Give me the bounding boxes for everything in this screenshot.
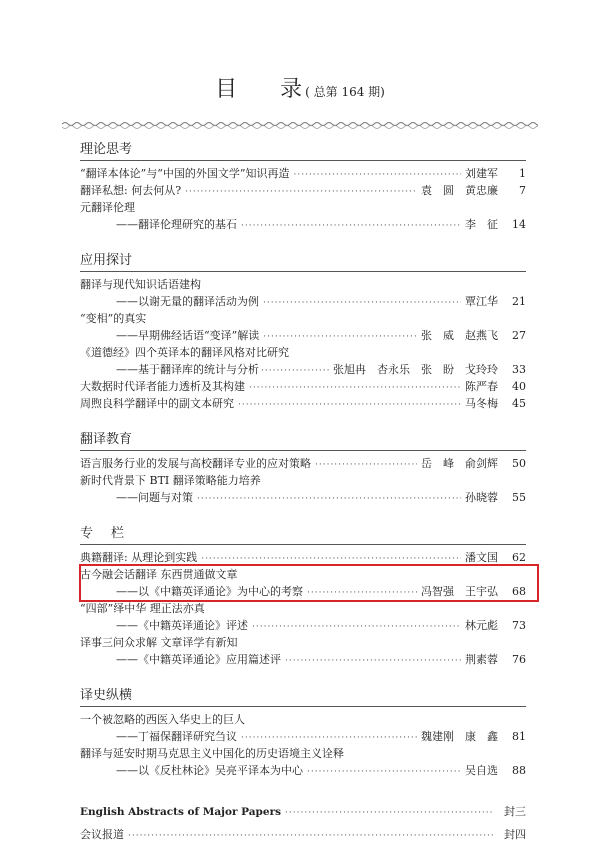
entry-page: 73 <box>512 619 526 632</box>
entry-page: 68 <box>512 585 526 598</box>
entry-page: 7 <box>519 184 526 197</box>
entry-subtitle: ——早期佛经话语“变译”解读 <box>116 329 260 342</box>
toc-entry[interactable] <box>80 634 526 668</box>
entry-subtitle: ——问题与对策 <box>116 491 193 504</box>
entry-page: 封四 <box>504 828 526 841</box>
english-abstracts-title: English Abstracts of Major Papers <box>80 806 282 818</box>
entry-title: 翻译与现代知识话语建构 <box>80 278 201 291</box>
entry-page: 76 <box>512 653 526 666</box>
entry-title: 译事三问众求解 文章译学有新知 <box>80 636 238 649</box>
toc-entry[interactable] <box>80 199 526 233</box>
conference-report-title: 会议报道 <box>80 828 124 841</box>
entry-author: 李 征 <box>465 218 498 231</box>
entry-author: 孙晓蓉 <box>465 491 498 504</box>
entry-author: 张 威 赵燕飞 <box>421 329 498 342</box>
entry-author: 覃江华 <box>465 295 498 308</box>
section-title: 理论思考 <box>80 140 526 161</box>
entry-title: 周煦良科学翻译中的副文本研究 <box>80 397 234 410</box>
toc-entry-conference[interactable] <box>80 826 526 843</box>
toc-subline <box>80 216 526 233</box>
section-theory <box>80 140 526 233</box>
entry-page: 14 <box>512 218 526 231</box>
section-title: 应用探讨 <box>80 251 526 272</box>
section-title: 翻译教育 <box>80 430 526 451</box>
toc-entry[interactable] <box>80 745 526 779</box>
entry-page: 50 <box>512 457 526 470</box>
entry-page: 40 <box>512 380 526 393</box>
entry-title: 大数据时代译者能力透析及其构建 <box>80 380 245 393</box>
entry-subtitle: ——基于翻译库的统计与分析 <box>116 363 259 376</box>
entry-title: 一个被忽略的西医入华史上的巨人 <box>80 713 245 726</box>
entry-page: 62 <box>512 551 526 564</box>
toc-line <box>80 182 526 199</box>
table-of-contents <box>80 130 526 843</box>
toc-line <box>80 165 526 182</box>
toc-entry[interactable] <box>80 344 526 378</box>
highlight-box <box>79 564 539 602</box>
entry-title: 新时代背景下 BTI 翻译策略能力培养 <box>80 474 261 487</box>
entry-author: 林元彪 <box>465 619 498 632</box>
entry-title: 古今融会话翻译 东西贯通做文章 <box>80 568 238 581</box>
entry-author: 魏建刚 康 鑫 <box>421 730 498 743</box>
title-char-1: 目 <box>215 77 239 102</box>
toc-entry[interactable] <box>80 711 526 745</box>
entry-subtitle: ——以《中籍英译通论》为中心的考察 <box>116 585 303 598</box>
toc-entry[interactable] <box>80 600 526 634</box>
issue-number: ( 总第 164 期) <box>305 85 385 99</box>
section-title: 译史纵横 <box>80 686 526 707</box>
entry-page: 21 <box>512 295 526 308</box>
entry-author: 冯智强 王宇弘 <box>421 585 498 598</box>
entry-author: 吴自选 <box>465 764 498 777</box>
toc-entry[interactable] <box>80 395 526 412</box>
section-applied <box>80 251 526 412</box>
toc-entry[interactable] <box>80 276 526 310</box>
page-title <box>0 72 600 103</box>
entry-title: 元翻译伦理 <box>80 201 135 214</box>
toc-entry[interactable] <box>80 455 526 472</box>
entry-author: 袁 圆 黄忠廉 <box>421 184 498 197</box>
toc-entry[interactable] <box>80 378 526 395</box>
entry-subtitle: ——以《反杜林论》吴亮平译本为中心 <box>116 764 303 777</box>
entry-author: 岳 峰 俞剑辉 <box>421 457 498 470</box>
entry-page: 1 <box>519 167 526 180</box>
entry-page: 27 <box>512 329 526 342</box>
entry-page: 33 <box>512 363 526 376</box>
entry-title: “四部”绎中华 理正法亦真 <box>80 602 205 615</box>
entry-subtitle: ——以谢无量的翻译活动为例 <box>116 295 259 308</box>
title-char-2: 录 <box>280 77 304 102</box>
entry-subtitle: ——《中籍英译通论》应用篇述评 <box>116 653 281 666</box>
entry-author: 陈严春 <box>465 380 498 393</box>
entry-page: 封三 <box>504 805 526 818</box>
toc-entry[interactable] <box>80 310 526 344</box>
entry-subtitle: ——《中籍英译通论》评述 <box>116 619 248 632</box>
toc-entry[interactable] <box>80 165 526 182</box>
section-history <box>80 686 526 779</box>
entry-page: 45 <box>512 397 526 410</box>
entry-subtitle: ——丁福保翻译研究刍议 <box>116 730 237 743</box>
entry-title: “变相”的真实 <box>80 312 147 325</box>
toc-line <box>80 199 526 216</box>
toc-entry[interactable] <box>80 182 526 199</box>
entry-page: 81 <box>512 730 526 743</box>
section-education <box>80 430 526 506</box>
entry-author: 刘建军 <box>465 167 498 180</box>
entry-title: 翻译私想: 何去何从? <box>80 184 182 197</box>
toc-entry[interactable] <box>80 472 526 506</box>
entry-title: 典籍翻译: 从理论到实践 <box>80 551 198 564</box>
entry-page: 55 <box>512 491 526 504</box>
entry-author: 马冬梅 <box>465 397 498 410</box>
entry-subtitle: ——翻译伦理研究的基石 <box>116 218 237 231</box>
entry-author: 张旭冉 杏永乐 张 盼 戈玲玲 <box>333 363 498 376</box>
entry-title: 《道德经》四个英译本的翻译风格对比研究 <box>80 346 289 359</box>
entry-title: “翻译本体论”与“中国的外国文学”知识再造 <box>80 167 290 180</box>
entry-author: 潘文国 <box>465 551 498 564</box>
entry-title: 翻译与延安时期马克思主义中国化的历史语境主义诠释 <box>80 747 344 760</box>
entry-author: 荆素蓉 <box>465 653 498 666</box>
section-title: 专栏 <box>80 524 526 545</box>
entry-title: 语言服务行业的发展与高校翻译专业的应对策略 <box>80 457 311 470</box>
entry-page: 88 <box>512 764 526 777</box>
section-misc <box>80 803 526 843</box>
toc-entry-english[interactable] <box>80 803 526 820</box>
